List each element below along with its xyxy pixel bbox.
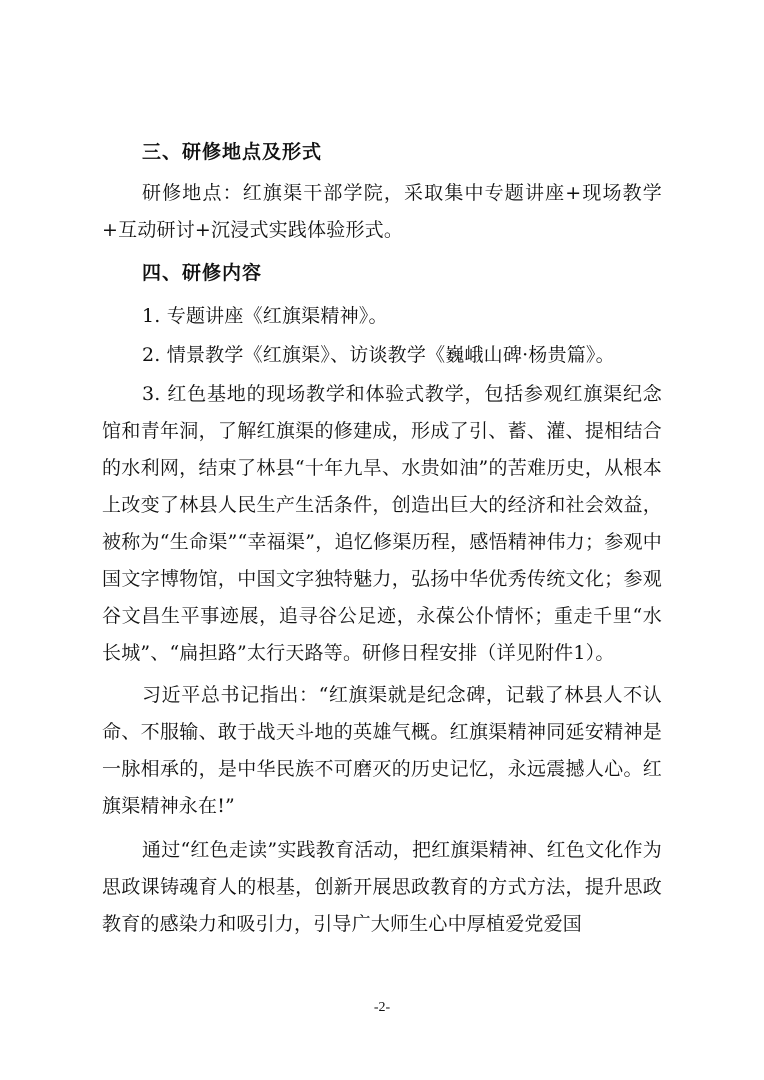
section-3-paragraph: 研修地点：红旗渠干部学院，采取集中专题讲座+现场教学+互动研讨+沉浸式实践体验形式。 — [102, 182, 662, 241]
section-3-heading: 三、研修地点及形式 — [142, 141, 323, 163]
page-number: -2- — [373, 1000, 391, 1015]
section-4-heading: 四、研修内容 — [142, 262, 263, 284]
closing-paragraph: 通过“红色走读”实践教育活动，把红旗渠精神、红色文化作为思政课铸魂育人的根基，创新开展思政教育的方式方法，提升思政教育的感染力和吸引力，引导广大师生心中厚植爱党爱国 — [102, 839, 662, 935]
content-item-3: 3. 红色基地的现场教学和体验式教学，包括参观红旗渠纪念馆和青年洞，了解红旗渠的修建成，形成了引、蓄、灌、提相结合的水利网，结束了林县“十年九旱、水贵如油”的苦难历史，从根本上改变了林县人民生产生活条件，创造出巨大的经济和社会效益，被称为“生命渠”“幸福渠”，追忆修渠历程，感悟精神伟力；参观中国文字博物馆，中国文字独特魅力，弘扬中华优秀传统文化；参观谷文昌生平事迹展，追寻谷公足迹，永葆公仆情怀；重走千里“水长城”、“扁担路”太行天路等。研修日程安排（详见附件1）。 — [102, 383, 662, 664]
quote-paragraph: 习近平总书记指出：“红旗渠就是纪念碑，记载了林县人不认命、不服输、敢于战天斗地的英雄气概。红旗渠精神同延安精神是一脉相承的，是中华民族不可磨灭的历史记忆，永远震撼人心。红旗渠精神永在!” — [102, 684, 662, 817]
document-body — [102, 133, 662, 943]
content-item-1: 1. 专题讲座《红旗渠精神》。 — [142, 305, 388, 327]
content-item-2: 2. 情景教学《红旗渠》、访谈教学《巍峨山碑·杨贵篇》。 — [142, 344, 615, 366]
